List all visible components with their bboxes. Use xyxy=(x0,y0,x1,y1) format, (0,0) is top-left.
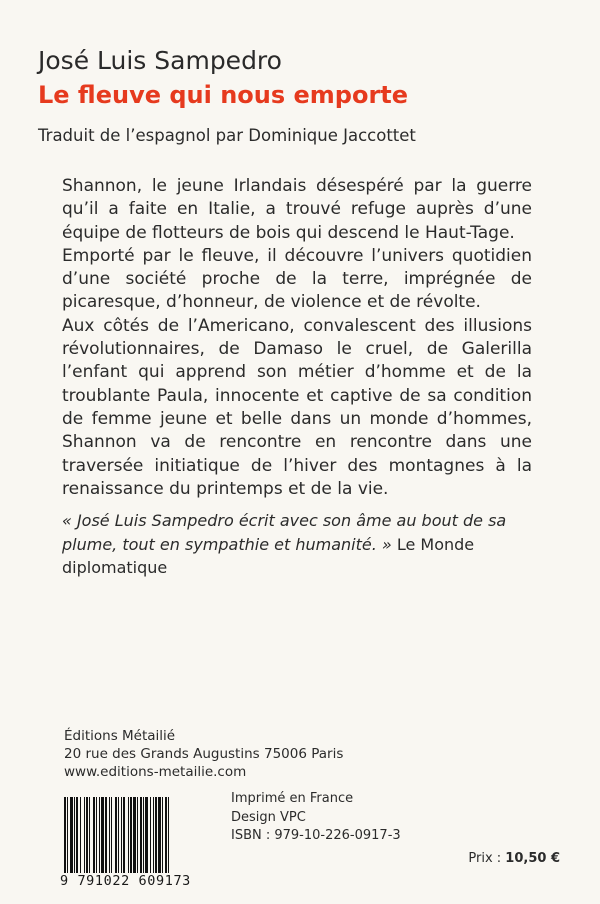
review-quote xyxy=(62,509,542,580)
printing-country: Imprimé en France xyxy=(231,791,354,806)
review-source: Le Monde diplomatique xyxy=(62,534,475,577)
synopsis-paragraph: Aux côtés de l’Americano, convalescent des illusions révolutionnaires, de Damaso le cruel, de Galerilla l’enfant qui apprend son métier d’homme et de la troublante Paula, innocente et captive de sa condition de femme jeune et belle dans un monde d’hommes, Shannon va de rencontre en rencontre dans une traversée initiatique de l’hiver des montagnes à la renaissance du printemps et de la vie. xyxy=(62,315,532,499)
synopsis-paragraph: Emporté par le fleuve, il découvre l’univers quotidien d’une société proche de la terre, imprégnée de picaresque, d’honneur, de violence et de révolte. xyxy=(62,245,532,313)
publisher-info xyxy=(64,727,343,781)
synopsis xyxy=(62,175,532,501)
book-title: Le fleuve qui nous emporte xyxy=(38,81,409,109)
isbn: ISBN : 979-10-226-0917-3 xyxy=(231,828,401,843)
design-credit: Design VPC xyxy=(231,809,306,825)
author-name: José Luis Sampedro xyxy=(38,46,282,75)
publisher-address: 20 rue des Grands Augustins 75006 Paris xyxy=(64,746,344,762)
barcode-number: 9 791022 609173 xyxy=(60,873,191,889)
price xyxy=(468,851,560,866)
review-quote-text: « José Luis Sampedro écrit avec son âme au bout de sa plume, tout en sympathie et humanité. » xyxy=(62,511,507,554)
synopsis-paragraph: Shannon, le jeune Irlandais désespéré par la guerre qu’il a faite en Italie, a trouvé refuge auprès d’une équipe de flotteurs de bois qui descend le Haut-Tage. xyxy=(62,176,532,243)
barcode-bars xyxy=(64,797,204,873)
translator-credit: Traduit de l’espagnol par Dominique Jaccottet xyxy=(38,126,416,145)
price-value: 10,50 € xyxy=(505,851,560,866)
printing-info xyxy=(231,790,401,846)
barcode xyxy=(60,797,208,897)
publisher-name: Éditions Métailié xyxy=(64,728,176,744)
publisher-website: www.editions-metailie.com xyxy=(64,764,247,780)
price-label: Prix : xyxy=(468,851,502,866)
